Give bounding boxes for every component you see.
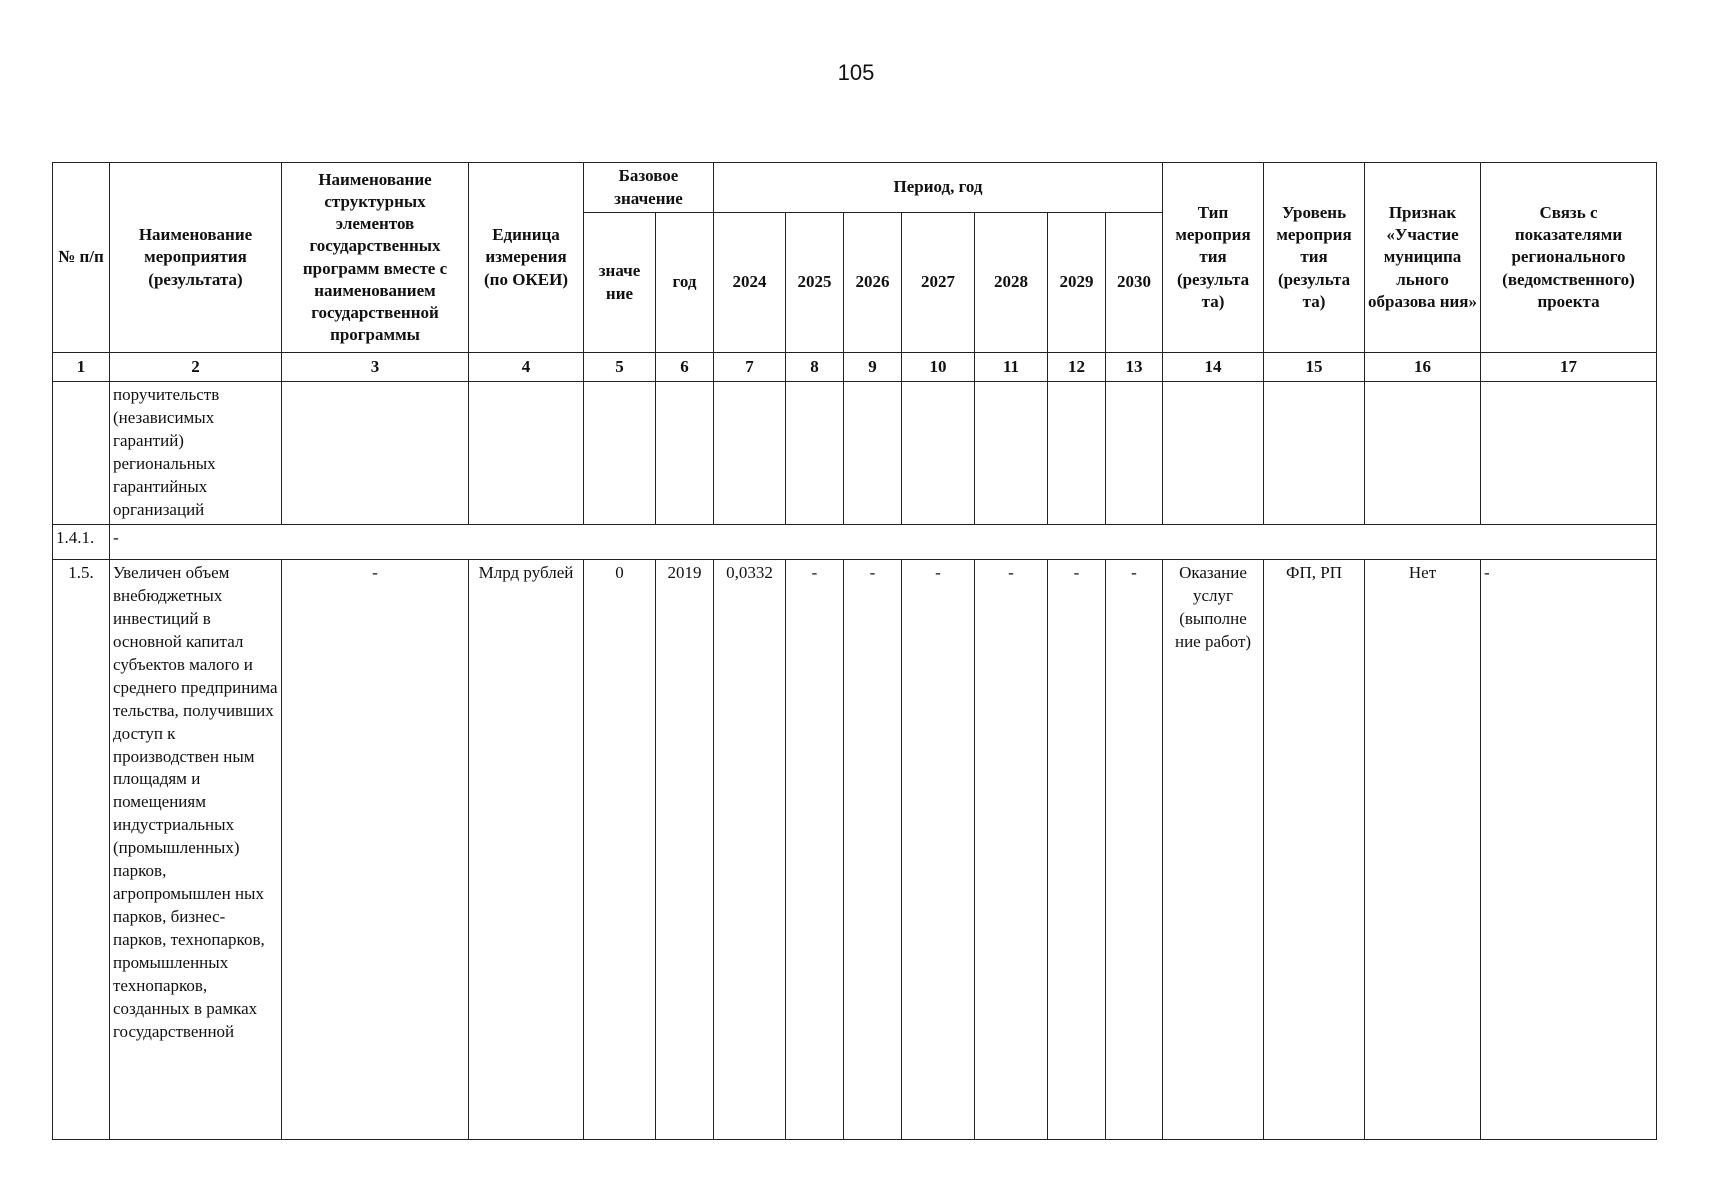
header-base-value: значе ние [584,213,656,353]
column-number: 13 [1106,353,1163,382]
column-number: 9 [844,353,902,382]
header-measure-name: Наименование мероприятия (результата) [110,163,282,353]
cell-base-year: 2019 [656,560,714,1140]
header-measure-level: Уровень мероприя тия (результа та) [1264,163,1365,353]
header-year-2030: 2030 [1106,213,1163,353]
cell-measure-level: ФП, РП [1264,560,1365,1140]
cell-value-2026: - [844,560,902,1140]
column-number: 4 [469,353,584,382]
cell-value-2028: - [975,560,1048,1140]
cell-measure-name: Увеличен объем внебюджетных инвестиций в основной капитал субъектов малого и среднего предпринима тельства, получивших доступ к производствен ным площадям и помещениям индустриальных (промышленных) парков, агропромышлен ных парков, бизнес-парков, технопарков, промышленных технопарков, созданных в рамках государственной [110,560,282,1140]
cell-value-2024: 0,0332 [714,560,786,1140]
column-number: 11 [975,353,1048,382]
cell-number: 1.5. [53,560,110,1140]
table-row [53,525,1657,560]
column-number: 5 [584,353,656,382]
column-number: 17 [1481,353,1657,382]
page-number: 105 [837,60,875,85]
column-number: 3 [282,353,469,382]
table-row [53,560,1657,1140]
cell-measure-type: Оказание услуг (выполне ние работ) [1163,560,1264,1140]
cell-number: 1.4.1. [53,525,110,560]
column-number: 15 [1264,353,1365,382]
header-year-2024: 2024 [714,213,786,353]
header-year-2029: 2029 [1048,213,1106,353]
cell-number [53,382,110,525]
header-base-year: год [656,213,714,353]
column-number: 12 [1048,353,1106,382]
header-unit: Единица измерения (по ОКЕИ) [469,163,584,353]
header-year-2025: 2025 [786,213,844,353]
header-municipal-participation: Признак «Участие муниципа льного образова ния» [1365,163,1481,353]
cell-municipal-participation: Нет [1365,560,1481,1140]
cell-value-2025: - [786,560,844,1140]
header-measure-type: Тип мероприя тия (результа та) [1163,163,1264,353]
cell-base-value: 0 [584,560,656,1140]
column-number: 7 [714,353,786,382]
cell-value-2030: - [1106,560,1163,1140]
cell-value-2029: - [1048,560,1106,1140]
cell-regional-project-link: - [1481,560,1657,1140]
column-number: 2 [110,353,282,382]
measures-table [52,162,1657,1140]
column-number: 6 [656,353,714,382]
column-number: 1 [53,353,110,382]
column-number: 16 [1365,353,1481,382]
header-base-value-group: Базовое значение [584,163,714,213]
header-period-group: Период, год [714,163,1163,213]
header-year-2027: 2027 [902,213,975,353]
table-row [53,382,1657,525]
column-number: 8 [786,353,844,382]
cell-section-text: - [110,525,1657,560]
cell-value-2027: - [902,560,975,1140]
cell-structural-elements: - [282,560,469,1140]
header-regional-project-link: Связь с показателями регионального (ведомственного) проекта [1481,163,1657,353]
header-year-2028: 2028 [975,213,1048,353]
cell-measure-name: поручительств (независимых гарантий) региональных гарантийных организаций [110,382,282,525]
column-number: 10 [902,353,975,382]
cell-unit: Млрд рублей [469,560,584,1140]
header-year-2026: 2026 [844,213,902,353]
header-structural-elements: Наименование структурных элементов государственных программ вместе с наименованием государственной программы [282,163,469,353]
column-number: 14 [1163,353,1264,382]
header-number: № п/п [53,163,110,353]
